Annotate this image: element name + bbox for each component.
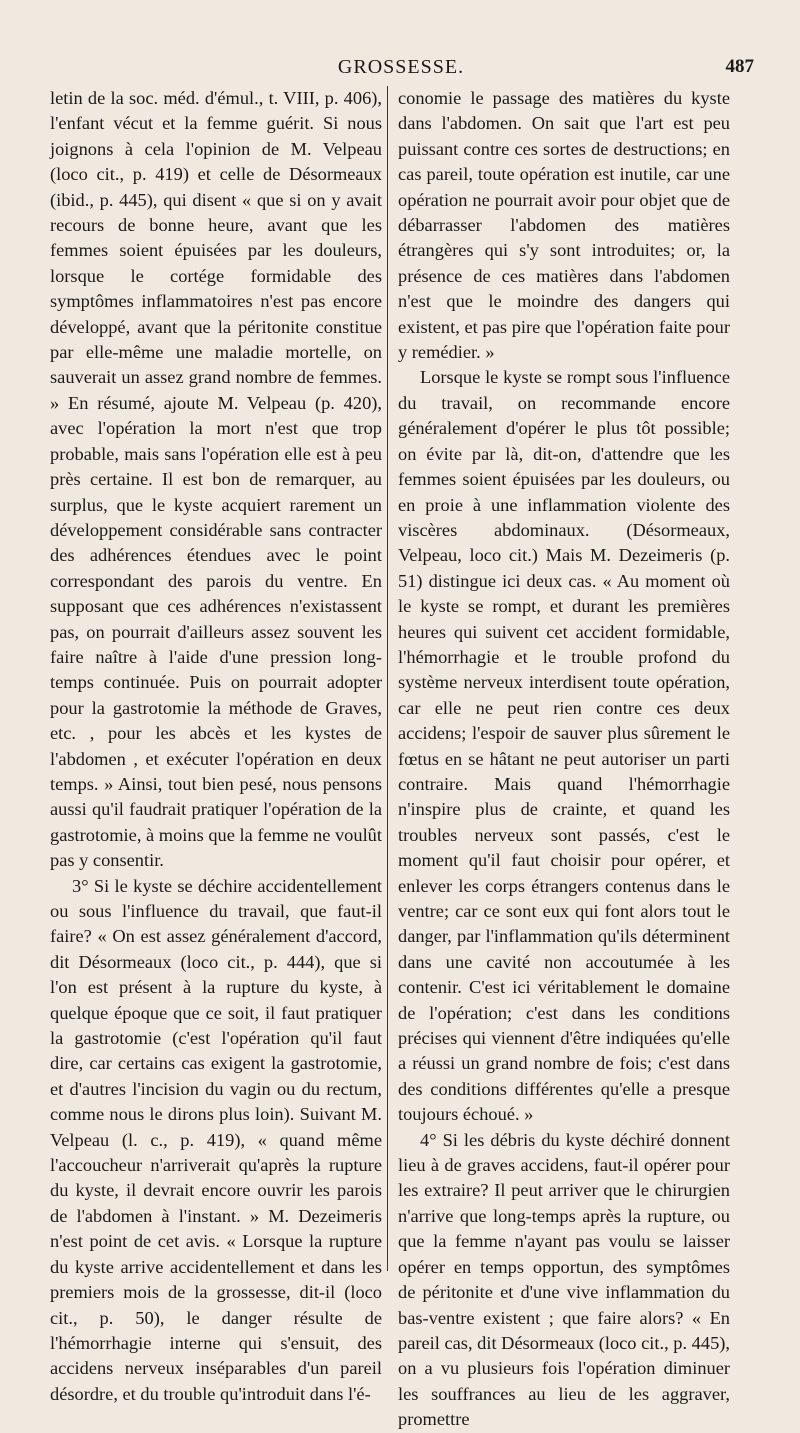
left-column xyxy=(50,86,382,1407)
paragraph: 3° Si le kyste se déchire accidentellement ou sous l'influence du travail, que faut-il faire? « On est assez généralement d'accord, dit Désormeaux (loco cit., p. 444), que si l'on est présent à la rupture du kyste, à quelque époque que ce soit, il faut pratiquer la gastrotomie (c'est l'opération qu'il faut dire, car certains cas exigent la gastrotomie, et d'autres l'incision du vagin ou du rectum, comme nous le dirons plus loin). Suivant M. Velpeau (l. c., p. 419), « quand même l'accoucheur n'arriverait qu'après la rupture du kyste, il devrait encore ouvrir les parois de l'abdomen à l'instant. » M. Dezeimeris n'est point de cet avis. « Lorsque la rupture du kyste arrive accidentellement et dans les premiers mois de la grossesse, dit-il (loco cit., p. 50), le danger résulte de l'hémorrhagie interne qui s'ensuit, des accidens nerveux inséparables d'un pareil désordre, et du trouble qu'introduit dans l'é- xyxy=(50,875,382,1404)
running-title: GROSSESSE. xyxy=(337,56,465,78)
column-divider xyxy=(387,86,388,1271)
paragraph: Lorsque le kyste se rompt sous l'influence du travail, on recommande encore généralement d'opérer le plus tôt possible; on évite par là, dit-on, d'attendre que les femmes soient épuisées par les douleurs, ou en proie à une inflammation violente des viscères abdominaux. (Désormeaux, Velpeau, loco cit.) Mais M. Dezeimeris (p. 51) distingue ici deux cas. « Au moment où le kyste se rompt, et durant les premières heures qui suivent cet accident formidable, l'hémorrhagie et le trouble profond du système nerveux interdisent toute opération, car elle ne peut rien contre ces deux accidens; l'espoir de sauver plus sûrement le fœtus en se hâtant ne peut autoriser un parti contraire. Mais quand l'hémorrhagie n'inspire plus de crainte, et quand les troubles nerveux sont passés, c'est le moment qu'il faut choisir pour opérer, et enlever les corps étrangers contenus dans le ventre; car ce sont eux qui font alors tout le danger, par l'inflammation qu'ils déterminent dans une cavité non accoutumée à les contenir. C'est ici véritablement le domaine de l'opération; c'est dans les conditions précises qui viennent d'être indiquées qu'elle a réussi un grand nombre de fois; c'est dans des conditions différentes qu'elle a presque toujours échoué. » xyxy=(398,367,730,1125)
paragraph: conomie le passage des matières du kyste dans l'abdomen. On sait que l'art est peu puissant contre ces sortes de destructions; en cas pareil, toute opération est inutile, car une opération ne pourrait avoir pour objet que de débarrasser l'abdomen des matières étrangères qui s'y sont introduites; or, la présence de ces matières dans l'abdomen n'est que le moindre des dangers qui existent, et pas pire que l'opération faite pour y remédier. » xyxy=(398,88,730,363)
paragraph: letin de la soc. méd. d'émul., t. VIII, p. 406), l'enfant vécut et la femme guérit. Si nous joignons à cela l'opinion de M. Velpeau (loco cit., p. 419) et celle de Désormeaux (ibid., p. 445), qui disent « que si on y avait recours de bonne heure, avant que les femmes soient épuisées par les douleurs, lorsque le cortége formidable des symptômes inflammatoires n'est pas encore développé, avant que la péritonite constitue par elle-même une maladie mortelle, on sauverait un assez grand nombre de femmes. » En résumé, ajoute M. Velpeau (p. 420), avec l'opération la mort n'est que trop probable, mais sans l'opération elle est à peu près certaine. Il est bon de remarquer, au surplus, que le kyste acquiert rarement un développement considérable sans contracter des adhérences étendues avec le point correspondant des parois du ventre. En supposant que ces adhérences n'existassent pas, on pourrait d'ailleurs assez souvent les faire naître à l'aide d'une pression long-temps continuée. Puis on pourrait adopter pour la gastrotomie la méthode de Graves, etc. , pour les abcès et les kystes de l'abdomen , et exécuter l'opération en deux temps. » Ainsi, tout bien pesé, nous pensons aussi qu'il faudrait pratiquer l'opération de la gastrotomie, à moins que la femme ne voulût pas y consentir. xyxy=(50,88,382,871)
paragraph: 4° Si les débris du kyste déchiré donnent lieu à de graves accidens, faut-il opérer pour les extraire? Il peut arriver que le chirurgien n'arrive que long-temps après la rupture, ou que la femme n'ayant pas voulu se laisser opérer en temps opportun, des symptômes de péritonite et d'une vive inflammation du bas-ventre existent ; que faire alors? « En pareil cas, dit Désormeaux (loco cit., p. 445), on a vu plusieurs fois l'opération diminuer les souffrances au lieu de les aggraver, promettre xyxy=(398,1129,730,1430)
page-number: 487 xyxy=(725,56,754,77)
page-header xyxy=(48,56,754,82)
right-column xyxy=(398,86,730,1433)
